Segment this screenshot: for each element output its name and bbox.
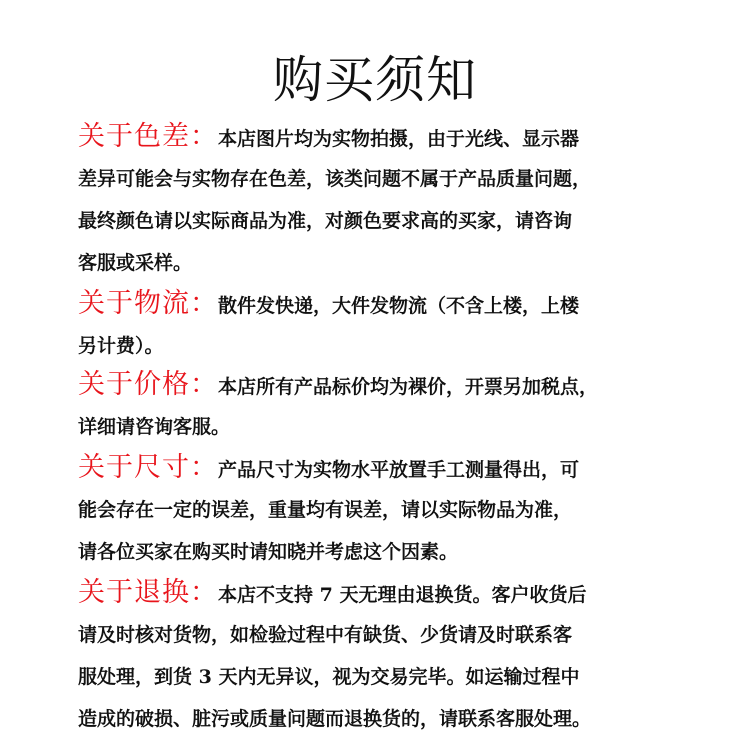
section-text: 能会存在一定的误差，重量均有误差，请以实际物品为准， (78, 499, 573, 521)
section-heading: 关于色差： (78, 121, 218, 152)
section-line (78, 283, 698, 325)
section-text: 请及时核对货物，如检验过程中有缺货、少货请及时联系客 (78, 624, 573, 646)
section-heading: 关于尺寸： (78, 452, 218, 483)
section-text: 本店图片均为实物拍摄，由于光线、显示器 (218, 128, 580, 150)
section-price (78, 364, 698, 448)
section-text: 差异可能会与实物存在色差，该类问题不属于产品质量问题， (78, 168, 592, 190)
section-text: 产品尺寸为实物水平放置手工测量得出，可 (218, 459, 580, 481)
section-text: 请各位买家在购买时请知晓并考虑这个因素。 (78, 541, 459, 563)
section-text: 最终颜色请以实际商品为准，对颜色要求高的买家，请咨询 (78, 210, 573, 232)
section-line (78, 364, 698, 406)
section-text: 服处理，到货 3 天内无异议，视为交易完毕。如运输过程中 (78, 666, 580, 688)
section-logistics (78, 283, 698, 367)
section-heading: 关于退换： (78, 577, 218, 608)
section-line (78, 572, 698, 614)
section-text: 另计费）。 (78, 335, 164, 357)
section-text: 本店不支持 7 天无理由退换货。客户收货后 (218, 584, 587, 606)
section-text: 散件发快递，大件发物流（不含上楼，上楼 (218, 295, 580, 317)
section-heading: 关于物流： (78, 288, 218, 319)
section-returns (78, 572, 698, 740)
section-heading: 关于价格： (78, 369, 218, 400)
section-text: 造成的破损、脏污或质量问题而退换货的，请联系客服处理。 (78, 708, 592, 730)
section-size (78, 447, 698, 573)
section-text: 客服或采样。 (78, 252, 193, 274)
section-text: 本店所有产品标价均为裸价，开票另加税点， (218, 376, 599, 398)
section-line (78, 116, 698, 158)
section-color-difference (78, 116, 698, 284)
section-line (78, 447, 698, 489)
page-title: 购买须知 (273, 51, 477, 109)
section-text: 详细请咨询客服。 (78, 416, 231, 438)
